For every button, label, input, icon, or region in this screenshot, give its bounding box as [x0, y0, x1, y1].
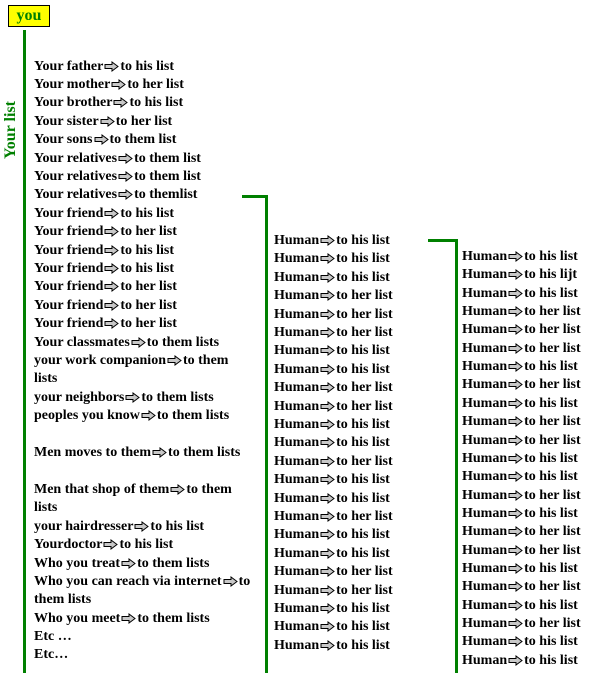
entry-target: to them lists [34, 482, 232, 515]
list-item [274, 582, 393, 600]
entry-source: Human [274, 398, 320, 414]
entry-source: Human [462, 285, 508, 301]
list-item [274, 324, 393, 342]
right-arrow-icon [508, 379, 523, 390]
entry-target: to his list [336, 435, 390, 451]
entry-source: Who you meet [34, 611, 121, 626]
list-item [462, 248, 578, 266]
entry-target: to his list [150, 519, 205, 534]
right-arrow-icon [320, 382, 335, 393]
right-arrow-icon [320, 456, 335, 467]
list-item [34, 113, 172, 131]
list-item [462, 376, 581, 394]
list-item [34, 76, 184, 94]
list-item [274, 600, 390, 618]
list-item [462, 468, 578, 486]
right-arrow-icon [320, 474, 335, 485]
entry-target: to her list [336, 453, 393, 469]
list-item [34, 168, 201, 186]
entry-source: Human [462, 395, 508, 411]
entry-source: Human [274, 233, 320, 248]
list-item [274, 471, 390, 489]
entry-target: to her list [524, 542, 581, 558]
right-arrow-icon [508, 416, 523, 427]
entry-target: to her list [336, 288, 393, 304]
entry-source: Your mother [34, 77, 111, 92]
entry-target: to his lijt [524, 267, 578, 283]
entry-target: to them lists [137, 556, 210, 571]
entry-target: to his list [524, 395, 578, 411]
entry-target: to his list [524, 450, 578, 466]
entry-source: Human [462, 340, 508, 356]
entry-target: to her list [120, 279, 177, 294]
level3-branch [428, 239, 458, 242]
right-arrow-icon [152, 447, 167, 458]
entry-target: to his list [524, 597, 578, 613]
entry-source: peoples you know [34, 408, 140, 423]
entry-target: to his list [524, 560, 578, 576]
list-item [34, 352, 254, 388]
right-arrow-icon [320, 493, 335, 504]
right-arrow-icon [508, 545, 523, 556]
entry-source: Etc… [34, 647, 69, 662]
list-item [274, 563, 393, 581]
entry-target: to them lists [141, 390, 214, 405]
entry-source: Your classmates [34, 335, 130, 350]
entry-source: Your friend [34, 261, 104, 276]
entry-target: to his list [119, 537, 174, 552]
right-arrow-icon [167, 355, 182, 366]
entry-target: to her list [524, 579, 581, 595]
side-label [0, 50, 22, 210]
entry-source: Men that shop of them [34, 482, 170, 497]
right-arrow-icon [508, 636, 523, 647]
right-arrow-icon [320, 511, 335, 522]
list-item [462, 633, 578, 651]
entry-source: Human [462, 634, 508, 650]
entry-target: to his list [524, 634, 578, 650]
list-item [274, 379, 393, 397]
entry-source: Who you treat [34, 556, 121, 571]
entry-target: to his list [524, 505, 578, 521]
entry-source: Your sister [34, 114, 99, 129]
list-item [34, 555, 209, 573]
list-item [462, 487, 581, 505]
entry-target: to them lists [137, 611, 210, 626]
list-item [34, 150, 201, 168]
list-item [462, 450, 578, 468]
entry-source: Your brother [34, 95, 113, 110]
entry-source: your work companion [34, 353, 166, 368]
list-item [34, 481, 244, 517]
entry-source: Human [462, 597, 508, 613]
entry-source: Your relatives [34, 169, 118, 184]
entry-target: to her list [524, 414, 581, 430]
right-arrow-icon [113, 97, 128, 108]
list-item [34, 444, 264, 462]
entry-target: to them lists [146, 335, 220, 350]
entry-target: to them list [134, 169, 201, 184]
list-item [274, 490, 390, 508]
right-arrow-icon [508, 490, 523, 501]
right-arrow-icon [508, 324, 523, 335]
list-item [462, 413, 581, 431]
entry-target: to his list [120, 206, 175, 221]
right-arrow-icon [104, 281, 119, 292]
right-arrow-icon [320, 272, 335, 283]
entry-target: to her list [336, 325, 393, 340]
right-arrow-icon [223, 576, 238, 587]
entry-source: Your sons [34, 132, 93, 147]
right-arrow-icon [320, 585, 335, 596]
list-item [34, 610, 210, 628]
right-arrow-icon [320, 235, 335, 246]
right-arrow-icon [320, 621, 335, 632]
entry-source: Human [274, 601, 320, 616]
entry-source: Your friend [34, 316, 104, 331]
list-item [462, 560, 578, 578]
entry-source: Human [274, 380, 320, 396]
entry-source: Human [462, 359, 508, 375]
entry-target: to his list [336, 233, 390, 248]
entry-target: to her list [524, 616, 581, 631]
list-item [34, 518, 204, 536]
entry-target: to her list [336, 564, 393, 580]
entry-source: Human [462, 249, 508, 264]
entry-target: to his list [336, 601, 390, 616]
right-arrow-icon [111, 79, 126, 90]
right-arrow-icon [104, 226, 119, 237]
entry-target: to them list [109, 132, 177, 147]
right-arrow-icon [508, 453, 523, 464]
list-item [34, 278, 177, 296]
list-item [274, 637, 390, 655]
entry-target: to his list [129, 95, 184, 110]
list-item [462, 395, 578, 413]
entry-source: Human [274, 545, 320, 561]
list-item [34, 315, 177, 333]
entry-target: to his list [336, 472, 390, 488]
entry-target: to his list [524, 249, 578, 264]
entry-source: Human [462, 524, 508, 540]
entry-source: Human [274, 527, 320, 543]
list-item [34, 260, 174, 278]
entry-target: to her list [524, 304, 581, 320]
entry-source: Your relatives [34, 187, 118, 202]
list-item [462, 542, 581, 560]
entry-source: Human [274, 564, 320, 580]
entry-source: Human [462, 560, 508, 576]
list-item [34, 334, 219, 352]
entry-source: Human [462, 505, 508, 521]
list-item [274, 434, 390, 452]
list-item [462, 505, 578, 523]
right-arrow-icon [320, 603, 335, 614]
list-item [462, 303, 581, 321]
right-arrow-icon [141, 410, 156, 421]
list-item [34, 536, 173, 554]
entry-source: Your friend [34, 224, 104, 239]
entry-source: Human [274, 637, 320, 653]
right-arrow-icon [118, 153, 133, 164]
entry-target: to her list [120, 316, 177, 331]
entry-source: Etc … [34, 629, 72, 644]
list-item [462, 578, 581, 596]
entry-target: to her list [336, 306, 393, 322]
right-arrow-icon [508, 655, 523, 666]
right-arrow-icon [104, 318, 119, 329]
list-item [462, 615, 581, 633]
list-item [34, 94, 183, 112]
list-item [462, 321, 581, 339]
entry-target: to her list [336, 582, 393, 598]
entry-target: to his list [524, 285, 578, 301]
right-arrow-icon [125, 392, 140, 403]
list-item [462, 358, 578, 376]
entry-target: to his list [336, 417, 390, 432]
entry-target: to his list [336, 527, 390, 543]
list-item [34, 297, 177, 315]
right-arrow-icon [134, 521, 149, 532]
entry-source: Human [274, 343, 320, 359]
entry-source: Human [274, 435, 320, 451]
entry-target: to his list [336, 619, 390, 635]
entry-target: to his list [120, 261, 175, 276]
entry-target: to her list [524, 487, 581, 503]
entry-source: Human [274, 490, 320, 506]
entry-target: to his list [524, 469, 578, 485]
entry-source: Human [462, 267, 508, 283]
entry-source: Human [274, 306, 320, 322]
entry-target: to them lists [34, 353, 229, 386]
entry-source: Human [274, 325, 320, 340]
list-item [274, 526, 390, 544]
list-item [274, 306, 393, 324]
entry-target: to his list [336, 343, 390, 359]
entry-target: to her list [336, 380, 393, 396]
right-arrow-icon [508, 343, 523, 354]
entry-source: Men moves to them [34, 445, 152, 460]
list-item [274, 508, 393, 526]
entry-source: Human [462, 579, 508, 595]
entry-source: Human [274, 361, 320, 377]
right-arrow-icon [94, 134, 109, 145]
right-arrow-icon [103, 539, 118, 550]
list-item [274, 545, 390, 563]
list-item [274, 618, 390, 636]
entry-source: Your relatives [34, 151, 118, 166]
entry-source: Human [274, 472, 320, 488]
right-arrow-icon [320, 419, 335, 430]
list-item [34, 205, 174, 223]
entry-source: your hairdresser [34, 519, 134, 534]
right-arrow-icon [508, 471, 523, 482]
entry-target: to them lists [34, 574, 251, 607]
list-item [34, 646, 68, 664]
entry-target: to her list [524, 432, 581, 448]
list-item [462, 432, 581, 450]
entry-source: Human [274, 251, 320, 267]
entry-source: Your friend [34, 243, 104, 258]
right-arrow-icon [104, 208, 119, 219]
entry-target: to his list [120, 59, 175, 74]
list-item [34, 242, 174, 260]
right-arrow-icon [320, 437, 335, 448]
list-item [462, 523, 581, 541]
list-item [274, 232, 390, 250]
right-arrow-icon [508, 361, 523, 372]
right-arrow-icon [320, 640, 335, 651]
entry-source: Human [462, 469, 508, 485]
right-arrow-icon [320, 401, 335, 412]
right-arrow-icon [104, 263, 119, 274]
entry-target: to her list [120, 224, 177, 239]
right-arrow-icon [508, 581, 523, 592]
right-arrow-icon [320, 548, 335, 559]
entry-target: to them lists [156, 408, 230, 423]
entry-source: Human [274, 417, 320, 432]
entry-target: to them list [134, 151, 201, 166]
entry-target: to his list [120, 243, 175, 258]
entry-source: Human [462, 542, 508, 558]
entry-source: Human [462, 450, 508, 466]
right-arrow-icon [100, 116, 115, 127]
entry-source: Human [274, 288, 320, 304]
entry-target: to her list [336, 509, 393, 524]
entry-source: Human [462, 304, 508, 320]
level2-connector [265, 195, 268, 673]
right-arrow-icon [121, 558, 136, 569]
entry-source: Human [274, 509, 320, 524]
list-item [462, 266, 577, 284]
right-arrow-icon [508, 600, 523, 611]
entry-target: to her list [524, 377, 581, 393]
entry-source: Human [462, 432, 508, 448]
entry-source: Human [274, 453, 320, 469]
entry-source: Your friend [34, 279, 104, 294]
list-item [462, 652, 578, 670]
right-arrow-icon [118, 171, 133, 182]
entry-target: to her list [115, 114, 173, 129]
list-item [274, 453, 393, 471]
list-item [34, 573, 264, 609]
list-item [274, 398, 393, 416]
entry-target: to her list [524, 322, 581, 338]
entry-target: to her list [120, 298, 177, 313]
list-item [34, 389, 214, 407]
entry-source: Human [462, 414, 508, 430]
entry-target: to his list [336, 251, 390, 267]
entry-target: to his list [336, 361, 390, 377]
right-arrow-icon [508, 269, 523, 280]
entry-source: Human [274, 269, 320, 285]
entry-target: to her list [524, 340, 581, 356]
entry-source: Yourdoctor [34, 537, 103, 552]
right-arrow-icon [508, 306, 523, 317]
right-arrow-icon [121, 613, 136, 624]
right-arrow-icon [320, 309, 335, 320]
right-arrow-icon [131, 337, 146, 348]
entry-source: Human [274, 619, 320, 635]
list-item [34, 186, 197, 204]
list-item [274, 250, 390, 268]
list-item [462, 597, 578, 615]
entry-source: Who you can reach via internet [34, 574, 222, 589]
list-item [34, 223, 177, 241]
list-item [274, 361, 390, 379]
list-item [34, 58, 174, 76]
entry-target: to them lists [168, 445, 241, 460]
list-item [462, 340, 581, 358]
right-arrow-icon [104, 245, 119, 256]
your-list-connector [23, 30, 26, 673]
entry-source: Your friend [34, 206, 104, 221]
level3-connector [455, 239, 458, 673]
list-item [274, 269, 390, 287]
entry-source: Human [462, 487, 508, 503]
entry-source: your neighbors [34, 390, 125, 405]
your-list-label: Your list [2, 101, 19, 159]
entry-source: Human [274, 582, 320, 598]
right-arrow-icon [320, 345, 335, 356]
right-arrow-icon [320, 253, 335, 264]
entry-source: Human [462, 377, 508, 393]
right-arrow-icon [508, 508, 523, 519]
right-arrow-icon [508, 563, 523, 574]
entry-target: to her list [524, 524, 581, 540]
list-item [274, 287, 393, 305]
entry-target: to his list [524, 359, 578, 375]
list-item [462, 285, 578, 303]
right-arrow-icon [508, 251, 523, 262]
root-node-you: you [8, 5, 50, 27]
entry-target: to her list [127, 77, 184, 92]
entry-target: to his list [336, 269, 390, 285]
entry-target: to her list [336, 398, 393, 414]
right-arrow-icon [508, 618, 523, 629]
right-arrow-icon [320, 327, 335, 338]
list-item [34, 131, 176, 149]
right-arrow-icon [118, 189, 133, 200]
entry-source: Your friend [34, 298, 104, 313]
list-item [34, 407, 244, 425]
list-item [274, 342, 390, 360]
entry-target: to his list [336, 545, 390, 561]
right-arrow-icon [320, 364, 335, 375]
right-arrow-icon [320, 529, 335, 540]
right-arrow-icon [508, 288, 523, 299]
right-arrow-icon [508, 398, 523, 409]
entry-source: Human [462, 652, 508, 668]
entry-source: Your father [34, 59, 104, 74]
right-arrow-icon [320, 290, 335, 301]
entry-target: to his list [336, 637, 390, 653]
entry-target: to his list [524, 652, 578, 668]
entry-source: Human [462, 616, 508, 631]
list-item [34, 628, 72, 646]
right-arrow-icon [508, 526, 523, 537]
entry-target: to themlist [134, 187, 198, 202]
right-arrow-icon [508, 435, 523, 446]
right-arrow-icon [104, 300, 119, 311]
right-arrow-icon [320, 566, 335, 577]
right-arrow-icon [170, 484, 185, 495]
right-arrow-icon [104, 61, 119, 72]
entry-target: to his list [336, 490, 390, 506]
entry-source: Human [462, 322, 508, 338]
list-item [274, 416, 390, 434]
